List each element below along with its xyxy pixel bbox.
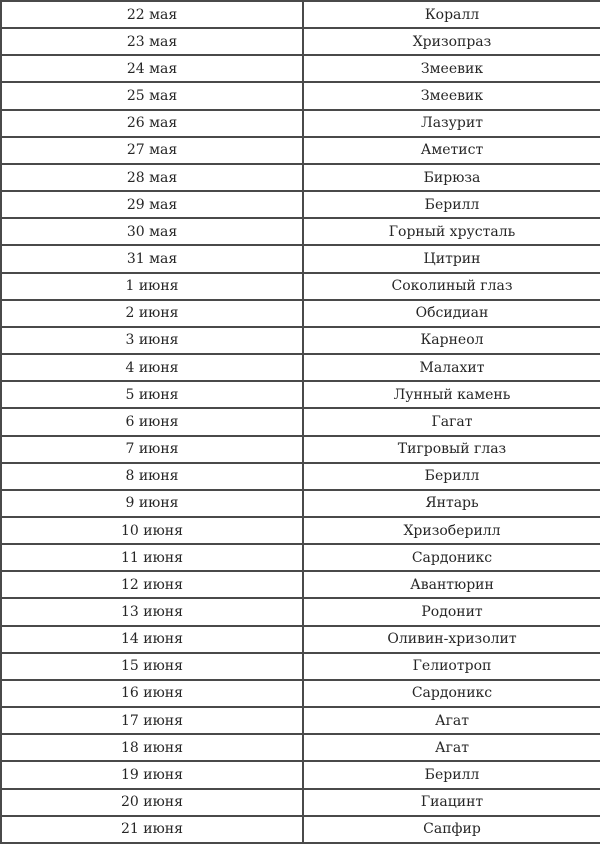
table-row [1, 137, 600, 164]
stone-cell: Лазурит [303, 110, 600, 137]
table-row [1, 816, 600, 843]
table-row [1, 490, 600, 517]
date-cell: 5 июня [1, 381, 303, 408]
stone-cell: Гагат [303, 408, 600, 435]
date-cell: 15 июня [1, 653, 303, 680]
date-cell: 14 июня [1, 626, 303, 653]
stone-cell: Гелиотроп [303, 653, 600, 680]
table-row [1, 55, 600, 82]
stone-cell: Оливин-хризолит [303, 626, 600, 653]
table-row [1, 327, 600, 354]
stone-cell: Карнеол [303, 327, 600, 354]
table-row [1, 598, 600, 625]
table-row [1, 653, 600, 680]
stone-cell: Берилл [303, 463, 600, 490]
table-row [1, 110, 600, 137]
table-row [1, 571, 600, 598]
stone-cell: Хризопраз [303, 28, 600, 55]
date-cell: 6 июня [1, 408, 303, 435]
stone-cell: Берилл [303, 191, 600, 218]
date-cell: 26 мая [1, 110, 303, 137]
stone-cell: Хризоберилл [303, 517, 600, 544]
date-cell: 4 июня [1, 354, 303, 381]
date-cell: 31 мая [1, 245, 303, 272]
stone-cell: Янтарь [303, 490, 600, 517]
stone-cell: Коралл [303, 1, 600, 28]
stone-cell: Горный хрусталь [303, 218, 600, 245]
date-cell: 9 июня [1, 490, 303, 517]
table-row [1, 381, 600, 408]
date-cell: 12 июня [1, 571, 303, 598]
date-cell: 21 июня [1, 816, 303, 843]
table-row [1, 734, 600, 761]
date-cell: 2 июня [1, 300, 303, 327]
stone-cell: Агат [303, 734, 600, 761]
date-cell: 11 июня [1, 544, 303, 571]
stone-cell: Змеевик [303, 55, 600, 82]
table-row [1, 436, 600, 463]
table-body [1, 1, 600, 843]
stone-cell: Сардоникс [303, 544, 600, 571]
table-row [1, 517, 600, 544]
date-cell: 13 июня [1, 598, 303, 625]
date-cell: 27 мая [1, 137, 303, 164]
stone-cell: Сапфир [303, 816, 600, 843]
table-row [1, 789, 600, 816]
stone-cell: Агат [303, 707, 600, 734]
stone-cell: Лунный камень [303, 381, 600, 408]
table-row [1, 680, 600, 707]
table-row [1, 218, 600, 245]
date-cell: 20 июня [1, 789, 303, 816]
stone-cell: Малахит [303, 354, 600, 381]
stone-cell: Цитрин [303, 245, 600, 272]
table-row [1, 408, 600, 435]
stone-cell: Авантюрин [303, 571, 600, 598]
date-cell: 24 мая [1, 55, 303, 82]
table-row [1, 463, 600, 490]
table-row [1, 544, 600, 571]
table-row [1, 245, 600, 272]
stone-cell: Змеевик [303, 82, 600, 109]
table-row [1, 28, 600, 55]
stone-cell: Соколиный глаз [303, 273, 600, 300]
date-cell: 29 мая [1, 191, 303, 218]
table-row [1, 300, 600, 327]
stone-cell: Берилл [303, 761, 600, 788]
date-cell: 19 июня [1, 761, 303, 788]
date-cell: 18 июня [1, 734, 303, 761]
table-row [1, 761, 600, 788]
stone-cell: Тигровый глаз [303, 436, 600, 463]
stone-cell: Бирюза [303, 164, 600, 191]
stone-cell: Сардоникс [303, 680, 600, 707]
stone-cell: Обсидиан [303, 300, 600, 327]
date-cell: 17 июня [1, 707, 303, 734]
date-cell: 3 июня [1, 327, 303, 354]
table-row [1, 191, 600, 218]
table-row [1, 273, 600, 300]
stone-cell: Родонит [303, 598, 600, 625]
date-cell: 10 июня [1, 517, 303, 544]
date-cell: 16 июня [1, 680, 303, 707]
date-cell: 7 июня [1, 436, 303, 463]
stone-cell: Аметист [303, 137, 600, 164]
date-cell: 23 мая [1, 28, 303, 55]
table-row [1, 1, 600, 28]
date-cell: 1 июня [1, 273, 303, 300]
date-cell: 28 мая [1, 164, 303, 191]
table-row [1, 82, 600, 109]
date-cell: 30 мая [1, 218, 303, 245]
table-row [1, 626, 600, 653]
table-row [1, 354, 600, 381]
date-cell: 8 июня [1, 463, 303, 490]
date-cell: 25 мая [1, 82, 303, 109]
table-row [1, 707, 600, 734]
table-row [1, 164, 600, 191]
date-cell: 22 мая [1, 1, 303, 28]
stone-cell: Гиацинт [303, 789, 600, 816]
